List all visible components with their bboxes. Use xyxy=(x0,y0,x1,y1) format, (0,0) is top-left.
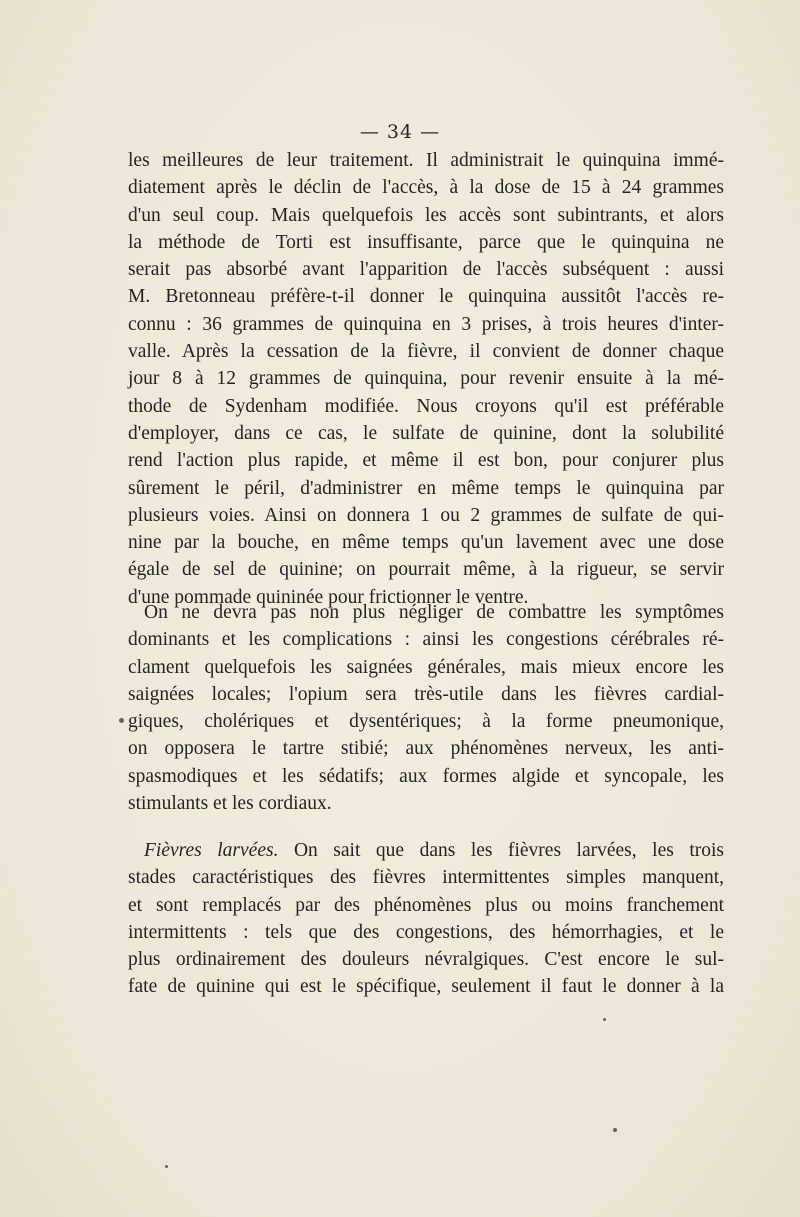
text-line: diatement après le déclin de l'accès, à la dose de 15 à 24 grammes xyxy=(128,177,724,199)
page-number: — 34 — xyxy=(359,121,441,143)
text-line: rend l'action plus rapide, et même il est bon, pour conjurer plus xyxy=(128,450,724,472)
text-line: connu : 36 grammes de quinquina en 3 prises, à trois heures d'inter- xyxy=(128,313,724,335)
text-line: d'employer, dans ce cas, le sulfate de quinine, dont la solubilité xyxy=(128,422,724,444)
text-line: plus ordinairement des douleurs névralgiques. C'est encore le sul- xyxy=(128,949,724,971)
text-line: et sont remplacés par des phénomènes plus ou moins franchement xyxy=(128,894,724,916)
text-line: fate de quinine qui est le spécifique, seulement il faut le donner à la xyxy=(128,976,724,998)
text-line: serait pas absorbé avant l'apparition de l'accès subséquent : aussi xyxy=(128,259,724,281)
paper-speck xyxy=(613,1128,617,1132)
first-line-rest: On sait que dans les fièvres larvées, les trois xyxy=(293,840,725,861)
text-line: valle. Après la cessation de la fièvre, il convient de donner chaque xyxy=(128,341,724,363)
paragraph-treatment xyxy=(128,147,724,611)
text-line: giques, cholériques et dysentériques; à la forme pneumonique, xyxy=(128,711,724,733)
text-line: égale de sel de quinine; on pourrait même, à la rigueur, se servir xyxy=(128,559,724,581)
paper-speck xyxy=(119,718,124,723)
text-line: d'un seul coup. Mais quelquefois les accès sont subintrants, et alors xyxy=(128,204,724,226)
text-line: d'une pommade quininée pour frictionner le ventre. xyxy=(128,586,529,608)
paragraph-symptoms xyxy=(128,599,724,817)
text-line: thode de Sydenham modifiée. Nous croyons qu'il est préférable xyxy=(128,395,724,417)
text-line: jour 8 à 12 grammes de quinquina, pour revenir ensuite à la mé- xyxy=(128,368,724,390)
paper-speck xyxy=(603,1018,606,1021)
text-line-first xyxy=(128,837,724,864)
paper-speck xyxy=(165,1165,168,1168)
text-line: sûrement le péril, d'administrer en même temps le quinquina par xyxy=(128,477,724,499)
text-line: M. Bretonneau préfère-t-il donner le quinquina aussitôt l'accès re- xyxy=(128,286,724,308)
section-run-in-heading: Fièvres larvées. xyxy=(144,840,279,861)
text-line: intermittents : tels que des congestions, des hémorrhagies, et le xyxy=(128,921,724,943)
text-line: spasmodiques et les sédatifs; aux formes algide et syncopale, les xyxy=(128,765,724,787)
text-line: On ne devra pas non plus négliger de combattre les symptômes xyxy=(144,602,724,623)
text-line: stades caractéristiques des fièvres intermittentes simples manquent, xyxy=(128,867,724,889)
text-line: les meilleures de leur traitement. Il administrait le quinquina immé- xyxy=(128,150,724,171)
text-line: saignées locales; l'opium sera très-utile dans les fièvres cardial- xyxy=(128,683,724,705)
text-line: clament quelquefois les saignées générales, mais mieux encore les xyxy=(128,656,724,678)
paragraph-fievres-larvees xyxy=(128,837,724,1001)
text-line: nine par la bouche, en même temps qu'un lavement avec une dose xyxy=(128,532,724,554)
text-line: plusieurs voies. Ainsi on donnera 1 ou 2 grammes de sulfate de qui- xyxy=(128,504,724,526)
text-line: dominants et les complications : ainsi les congestions cérébrales ré- xyxy=(128,629,724,651)
text-line: la méthode de Torti est insuffisante, parce que le quinquina ne xyxy=(128,231,724,253)
text-line: on opposera le tartre stibié; aux phénomènes nerveux, les anti- xyxy=(128,738,724,760)
text-line: stimulants et les cordiaux. xyxy=(128,793,332,815)
